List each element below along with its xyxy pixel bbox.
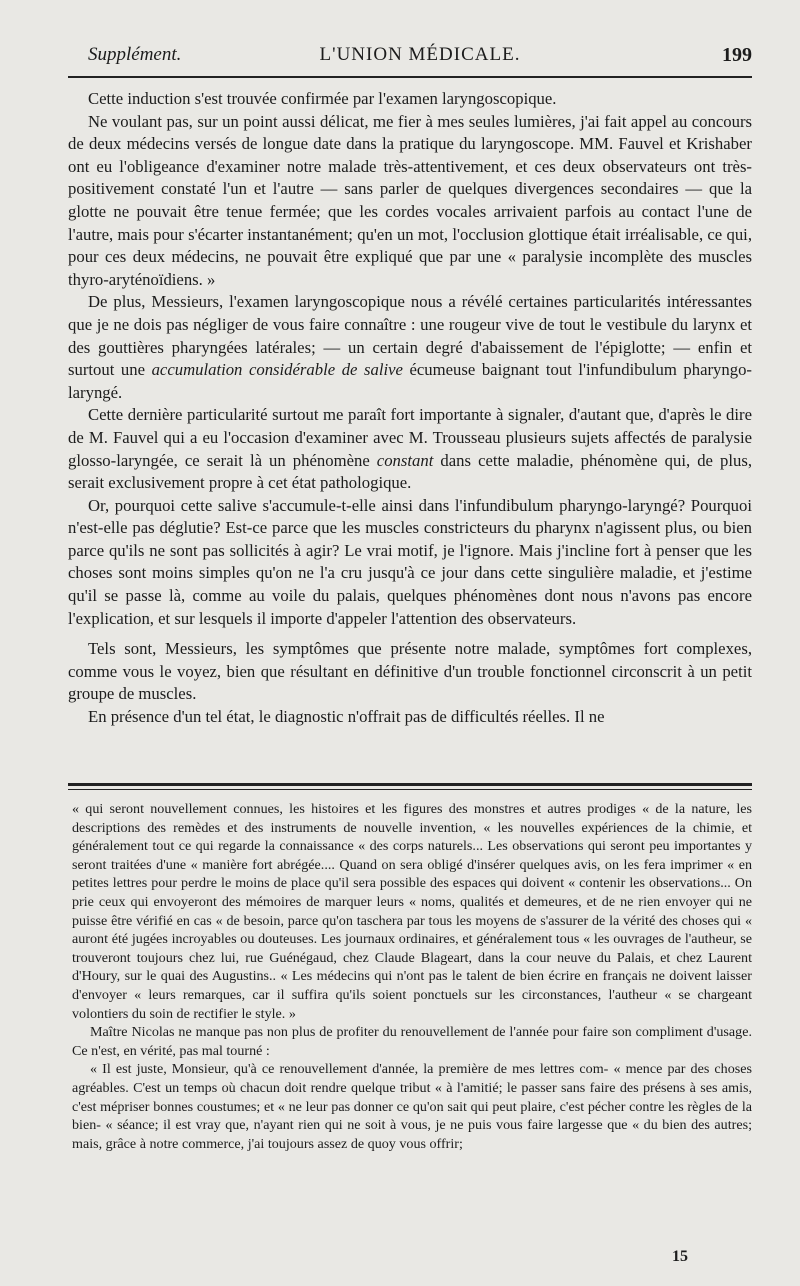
- header-rule: [68, 76, 752, 78]
- emphasis: accumulation considérable de salive: [151, 360, 403, 380]
- journal-title: L'UNION MÉDICALE.: [319, 44, 521, 65]
- paragraph: Or, pourquoi cette salive s'accumule-t-elle ainsi dans l'infundibulum pharyngo-laryngé? Pourquoi n'est-elle pas déglutie? Est-ce parce que les muscles constricteurs du pharynx n'agissent plus, ou bien parce qu'ils ne sont pas sollicités à agir? Le vrai motif, je l'ignore. Mais j'incline fort à penser que les choses sont moins simples qu'on ne l'a cru jusqu'à ce jour dans cette singulière maladie, et j'estime qu'il se passe là, comme au voile du palais, quelques phénomènes dont nous n'avons pas encore l'explication, et sur lesquels il importe d'appeler l'attention des observateurs.: [68, 495, 752, 628]
- quoted-letter: « Il est juste, Monsieur, qu'à ce renouvellement d'année, la première de mes lettres com- « mence par des choses agréables. C'est un temps où chacun doit rendre quelque tribut « à l'amitié; le passer sans faire des présens à ses amis, c'est mépriser bonnes coustumes; et « ne leur pas donner ce qu'on sait qui peut plaire, c'est pécher contre les règles de la bien- « séance; il est vray que, n'ayant rien qui ne soit à vous, je ne puis vous faire largesse que « du bien des autres; mais, grâce à notre commerce, j'ai toujours assez de quoy vous offrir;: [72, 1061, 752, 1152]
- paragraph: Cette induction s'est trouvée confirmée par l'examen laryngoscopique.: [88, 89, 557, 108]
- section-rule: [68, 783, 752, 786]
- section-label: Supplément.: [88, 44, 182, 65]
- emphasis: constant: [376, 450, 434, 470]
- main-text: [68, 88, 752, 729]
- paragraph: Cette dernière particularité surtout me paraît fort importante à signaler, d'autant que, d'après le dire de M. Fauvel qui a eu l'occasion d'examiner avec M. Trousseau plusieurs sujets affectés de paralysie glosso-laryngée, ce serait là un phénomène constant dans cette maladie, phénomène qui, de plus, serait exclusivement propre à cet état pathologique.: [68, 405, 752, 493]
- feuilleton-text: [72, 800, 752, 1153]
- folio-number: 15: [672, 1248, 688, 1265]
- paragraph: En présence d'un tel état, le diagnostic n'offrait pas de difficultés réelles. Il ne: [88, 707, 605, 727]
- section-rule-thin: [68, 789, 752, 790]
- paragraph: De plus, Messieurs, l'examen laryngoscopique nous a révélé certaines particularités intéressantes que je ne dois pas négliger de vous faire connaître : une rougeur vive de tout le vestibule du larynx et des gouttières pharyngées latérales; — un certain degré d'abaissement de l'épiglotte; — enfin et surtout une accumulation considérable de salive écumeuse baignant tout l'infundibulum pharyngo-laryngé.: [68, 292, 752, 402]
- page-number: 199: [722, 44, 752, 66]
- paragraph: Tels sont, Messieurs, les symptômes que présente notre malade, symptômes fort complexes, comme vous le voyez, bien que résultant en définitive d'un trouble fonctionnel circonscrit à un petit groupe de muscles.: [68, 639, 752, 704]
- quoted-passage: « qui seront nouvellement connues, les histoires et les figures des monstres et autres prodiges « de la nature, les descriptions des remèdes et des instruments de nouvelle invention, « les nouvelles expériences de la chimie, et généralement tout ce qui regarde la connaissance « des corps naturels... Les observations qui seront peu importantes y seront traitées d'une « manière fort abrégée.... Quand on sera obligé d'insérer quelques avis, on les fera imprimer « en petites lettres pour perdre le moins de place qu'il sera possible des espaces qui doivent « contenir les observations... On prie ceux qui envoyeront des mémoires de marquer leurs « noms, qualités et demeures, et de ne rien envoyer qui ne puisse être vérifié en cas « de besoin, parce qu'on taschera par tous les moyens de s'assurer de la vérité des choses qui « auront été jugées incroyables ou douteuses. Les journaux ordinaires, et généralement tous « les ouvrages de l'autheur, se trouveront toujours chez lui, rue Guénégaud, chez Claude Blageart, dans la cour neuve du Palais, et chez Laurent d'Houry, sur le quai des Augustins.. « Les médecins qui n'ont pas le talent de bien écrire en français ne doivent laisser d'envoyer « leurs remarques, car il suffira qu'ils soient ponctuels sur les circonstances, l'autheur « se chargeant volontiers du soin de rectifier le style. »: [72, 801, 752, 1022]
- running-header: [88, 44, 752, 72]
- paragraph: Ne voulant pas, sur un point aussi délicat, me fier à mes seules lumières, j'ai fait appel au concours de deux médecins versés de longue date dans la pratique du laryngoscope. MM. Fauvel et Krishaber ont eu l'obligeance d'examiner notre malade très-attentivement, et ces deux observateurs ont très-positivement constaté l'un et l'autre — sans parler de quelques divergences secondaires — que la glotte ne pouvait être tenue fermée; que les cordes vocales arrivaient parfois au contact l'une de l'autre, mais pour s'écarter instantanément; qu'en un mot, l'occlusion glottique était irréalisable, ce qui, pour ces deux médecins, ne pouvait être expliqué que par une « paralysie incomplète des muscles thyro-aryténoïdiens. »: [68, 111, 752, 289]
- paragraph: Maître Nicolas ne manque pas non plus de profiter du renouvellement de l'année pour faire son compliment d'usage. Ce n'est, en vérité, pas mal tourné :: [72, 1024, 752, 1059]
